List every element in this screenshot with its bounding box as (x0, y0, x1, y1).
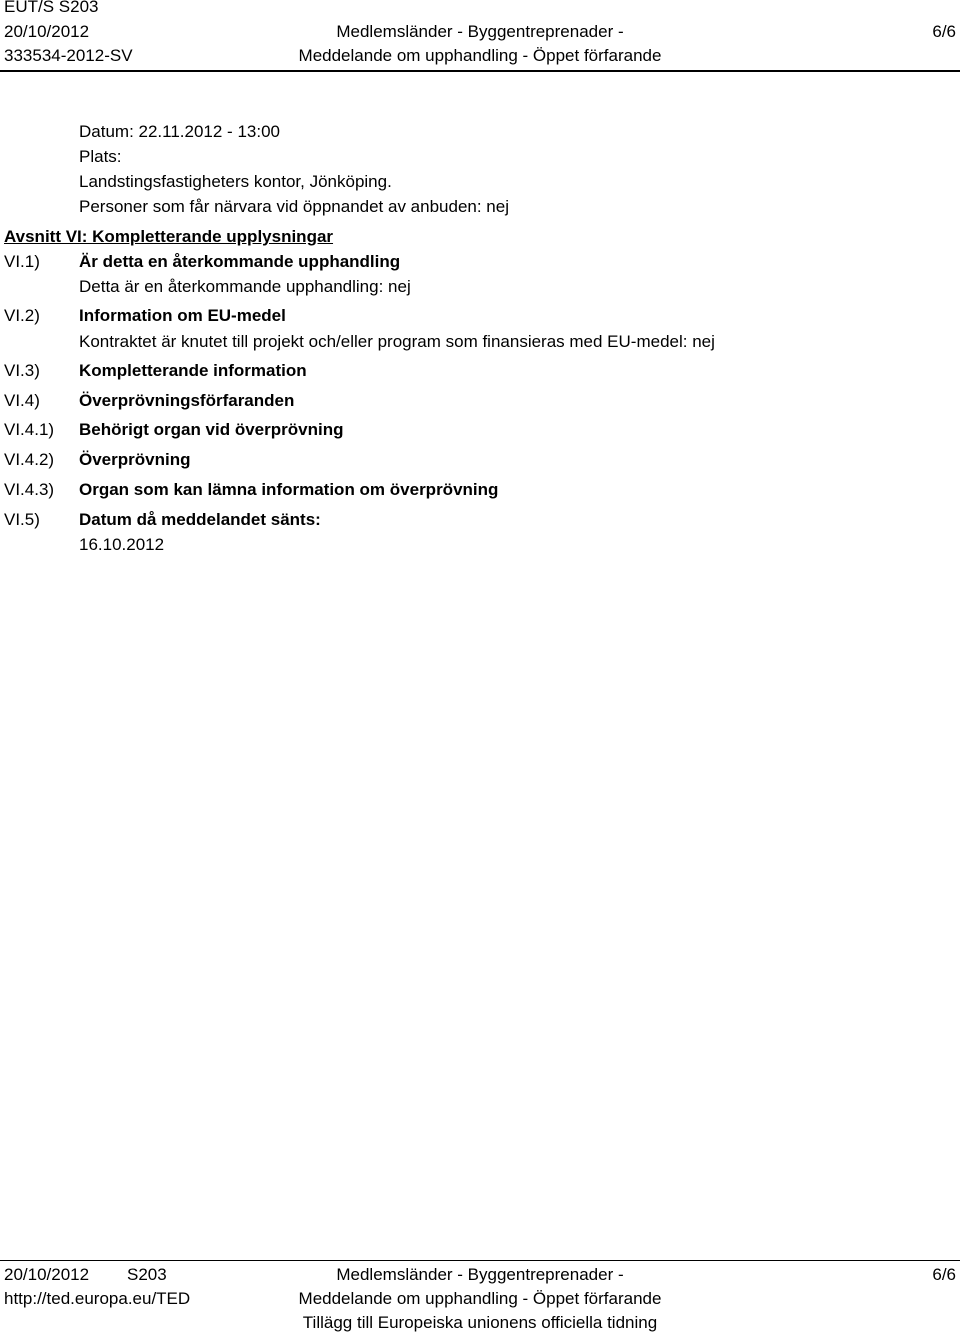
item-heading: Behörigt organ vid överprövning (79, 420, 344, 439)
footer-divider (0, 1260, 960, 1261)
journal-id: EUT/S S203 (4, 0, 99, 16)
item-heading: Information om EU-medel (79, 306, 286, 325)
header-divider (0, 70, 960, 72)
footer-page-number: 6/6 (932, 1265, 956, 1284)
footer-title-line3: Tillägg till Europeiska unionens officiella tidning (302, 1313, 658, 1332)
item-number: VI.4.2) (4, 450, 55, 469)
opening-date: Datum: 22.11.2012 - 13:00 (79, 122, 280, 141)
item-text: Kontraktet är knutet till projekt och/eller program som finansieras med EU-medel: nej (79, 332, 715, 351)
item-number: VI.2) (4, 306, 40, 325)
place-value: Landstingsfastigheters kontor, Jönköping. (79, 172, 392, 191)
item-number: VI.3) (4, 361, 40, 380)
footer-title-line1: Medlemsländer - Byggentreprenader - (336, 1265, 624, 1284)
persons-present: Personer som får närvara vid öppnandet av anbuden: nej (79, 197, 509, 216)
item-heading: Datum då meddelandet sänts: (79, 510, 321, 529)
item-heading: Organ som kan lämna information om överprövning (79, 480, 499, 499)
header-title-line2: Meddelande om upphandling - Öppet förfarande (298, 46, 662, 65)
header-title-line1: Medlemsländer - Byggentreprenader - (336, 22, 624, 41)
item-number: VI.4.1) (4, 420, 55, 439)
footer-date: 20/10/2012 (4, 1265, 90, 1284)
header-date: 20/10/2012 (4, 22, 90, 41)
section-title: Avsnitt VI: Kompletterande upplysningar (4, 227, 334, 246)
item-number: VI.5) (4, 510, 40, 529)
item-heading: Överprövning (79, 450, 191, 469)
item-number: VI.4.3) (4, 480, 55, 499)
header-page-number: 6/6 (932, 22, 956, 41)
footer-title-line2: Meddelande om upphandling - Öppet förfarande (298, 1289, 662, 1308)
item-heading: Överprövningsförfaranden (79, 391, 295, 410)
item-number: VI.4) (4, 391, 40, 410)
item-heading: Kompletterande information (79, 361, 307, 380)
item-number: VI.1) (4, 252, 40, 271)
ted-link[interactable]: http://ted.europa.eu/TED (4, 1289, 191, 1308)
item-heading: Är detta en återkommande upphandling (79, 252, 401, 271)
item-text: Detta är en återkommande upphandling: nej (79, 277, 411, 296)
place-label: Plats: (79, 147, 122, 166)
dispatch-date: 16.10.2012 (79, 535, 165, 554)
document-id: 333534-2012-SV (4, 46, 133, 65)
footer-series: S203 (127, 1265, 167, 1284)
